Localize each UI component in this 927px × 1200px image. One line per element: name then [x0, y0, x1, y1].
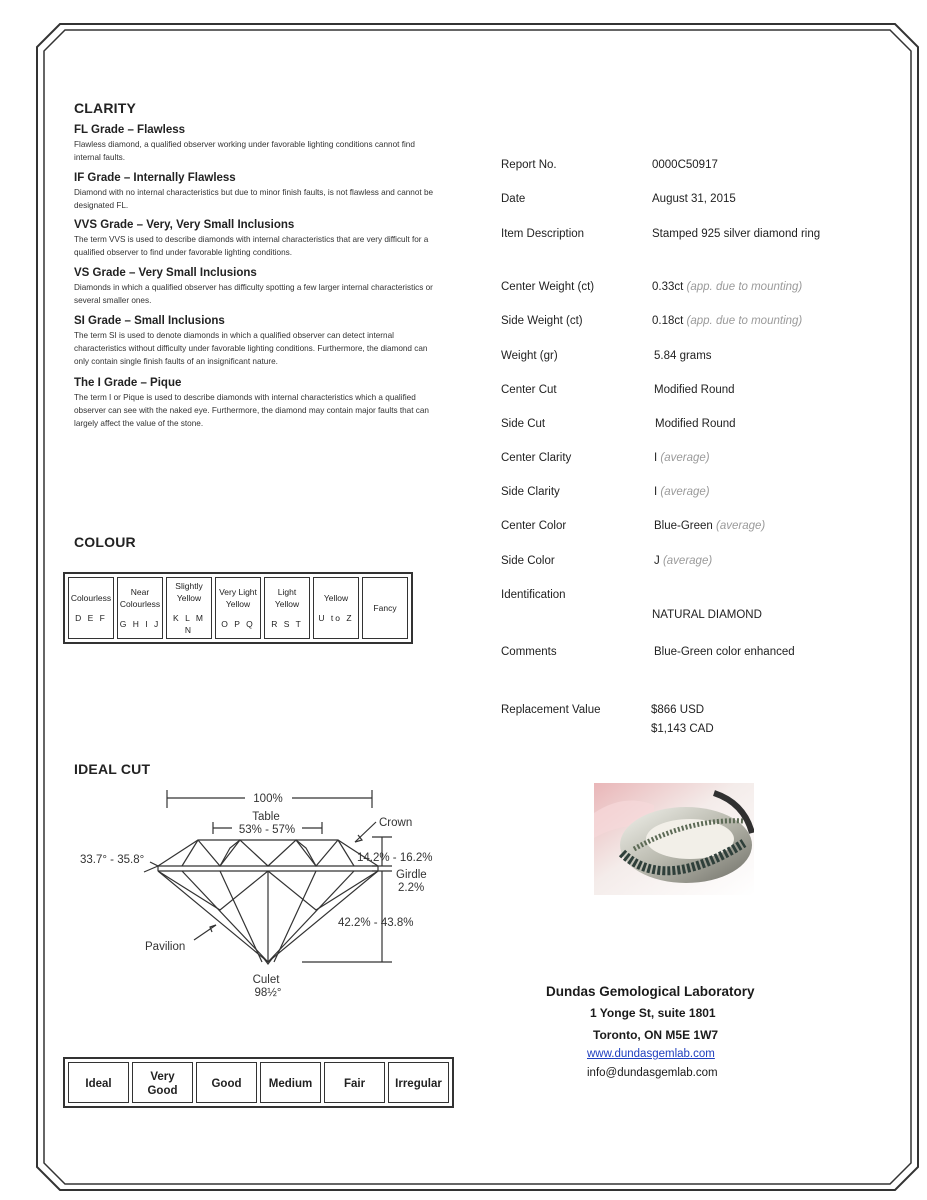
report-label: Replacement Value — [501, 704, 601, 716]
label-girdle-value: 2.2% — [398, 882, 425, 894]
colour-cell: Fancy — [362, 577, 408, 639]
report-label: Comments — [501, 646, 557, 658]
colour-cell: Near Colourless G H I J — [117, 577, 163, 639]
report-value: 0.18ct (app. due to mounting) — [652, 315, 803, 327]
grade-title: The I Grade – Pique — [74, 377, 182, 389]
grade-desc: Flawless diamond, a qualified observer working under favorable lighting conditions cannot find internal faults. — [74, 140, 415, 162]
report-label: Weight (gr) — [501, 350, 558, 362]
grade-title: SI Grade – Small Inclusions — [74, 315, 225, 327]
grade-i — [74, 377, 444, 430]
cut-grade-cell: Medium — [260, 1062, 321, 1103]
report-value: Modified Round — [654, 384, 735, 396]
report-note: (average) — [660, 486, 710, 498]
grade-desc: Diamond with no internal characteristics but due to minor finish faults, is not flawless and cannot be designated FL. — [74, 188, 434, 210]
lab-name: Dundas Gemological Laboratory — [546, 984, 755, 999]
report-value: August 31, 2015 — [652, 193, 736, 205]
diamond-diagram — [70, 780, 460, 1010]
report-label: Center Weight (ct) — [501, 281, 595, 293]
grade-desc: Diamonds in which a qualified observer has difficulty spotting a few larger internal characteristics or several smaller ones. — [74, 283, 433, 305]
colour-cell: Slightly Yellow K L M N — [166, 577, 212, 639]
cut-grade-cell: Irregular — [388, 1062, 449, 1103]
grade-desc: The term VVS is used to describe diamonds with internal characteristics that are very difficult for a qualified observer to find under favorable lighting conditions. — [74, 235, 429, 257]
grade-desc: The term SI is used to denote diamonds in which a qualified observer can detect internal characteristics without difficulty under favorable lighting conditions. Furthermore, the diamond can only contain single finish faults of an insignificant nature. — [74, 331, 428, 366]
colour-cell: Very Light Yellow O P Q — [215, 577, 261, 639]
label-total: 100% — [253, 793, 283, 805]
grade-vvs — [74, 219, 444, 267]
report-value-secondary: $1,143 CAD — [651, 723, 714, 735]
report-value: Blue-Green (average) — [654, 520, 766, 532]
grade-if — [74, 172, 444, 219]
report-value: Modified Round — [655, 418, 736, 430]
grade-title: VVS Grade – Very, Very Small Inclusions — [74, 219, 295, 231]
colour-cell: Colourless D E F — [68, 577, 114, 639]
cut-grade-cell: Very Good — [132, 1062, 193, 1103]
report-label: Identification — [501, 589, 566, 601]
grade-title: IF Grade – Internally Flawless — [74, 172, 236, 184]
report-note: (average) — [716, 520, 766, 532]
report-label: Center Cut — [501, 384, 557, 396]
report-value: 0.33ct (app. due to mounting) — [652, 281, 803, 293]
grade-title: VS Grade – Very Small Inclusions — [74, 267, 257, 279]
lab-address-line2: Toronto, ON M5E 1W7 — [593, 1028, 719, 1042]
report-note: (app. due to mounting) — [686, 315, 803, 327]
lab-website-link[interactable]: www.dundasgemlab.com — [587, 1048, 715, 1060]
clarity-title: CLARITY — [74, 100, 137, 116]
label-girdle: Girdle — [396, 869, 427, 881]
label-pavilion: Pavilion — [145, 941, 186, 953]
report-value: Stamped 925 silver diamond ring — [652, 228, 821, 240]
report-label: Report No. — [501, 159, 557, 171]
report-value: $866 USD — [651, 704, 705, 716]
label-table: Table — [252, 811, 280, 823]
colour-title: COLOUR — [74, 534, 136, 550]
label-table-range: 53% - 57% — [238, 824, 296, 836]
report-value: I (average) — [654, 452, 710, 464]
label-culet-value: 98½° — [254, 987, 282, 999]
cut-grade-cell: Fair — [324, 1062, 385, 1103]
report-label: Center Clarity — [501, 452, 572, 464]
report-value: J (average) — [654, 555, 713, 567]
cut-grade-cell: Ideal — [68, 1062, 129, 1103]
report-label: Side Color — [501, 555, 555, 567]
report-value: I (average) — [654, 486, 710, 498]
cut-grade-table — [63, 1057, 454, 1108]
report-note: (average) — [662, 555, 713, 567]
label-culet: Culet — [252, 974, 280, 986]
clarity-grades — [74, 124, 444, 430]
report-value: 5.84 grams — [654, 350, 712, 362]
label-crown-height: 14.2% - 16.2% — [357, 852, 433, 864]
report-label: Side Cut — [501, 418, 546, 430]
report-value: NATURAL DIAMOND — [652, 609, 762, 621]
report-note: (app. due to mounting) — [686, 281, 803, 293]
report-value: 0000C50917 — [652, 159, 718, 171]
ring-photo — [594, 783, 754, 895]
report-label: Center Color — [501, 520, 567, 532]
cut-grade-cell: Good — [196, 1062, 257, 1103]
label-crown: Crown — [379, 817, 413, 829]
label-pavilion-depth: 42.2% - 43.8% — [338, 917, 414, 929]
colour-scale-table — [63, 572, 413, 644]
grade-title: FL Grade – Flawless — [74, 124, 186, 136]
grade-desc: The term I or Pique is used to describe diamonds with internal characteristics which a qualified observer can see with the naked eye. Furthermore, the diamond may contain major faults that can largely affect the value of the stone. — [74, 393, 429, 428]
report-note: (average) — [660, 452, 710, 464]
colour-cell: Light Yellow R S T — [264, 577, 310, 639]
report-label: Side Clarity — [501, 486, 560, 498]
lab-email: info@dundasgemlab.com — [587, 1067, 718, 1079]
report-value: Blue-Green color enhanced — [654, 646, 795, 658]
colour-cell: Yellow U to Z — [313, 577, 359, 639]
report-label: Date — [501, 193, 526, 205]
grade-si — [74, 315, 444, 377]
grade-vs — [74, 267, 444, 315]
ideal-cut-title: IDEAL CUT — [74, 761, 151, 777]
report-label: Item Description — [501, 228, 585, 240]
report-label: Side Weight (ct) — [501, 315, 583, 327]
lab-address-line1: 1 Yonge St, suite 1801 — [590, 1006, 716, 1020]
label-crown-angle: 33.7° - 35.8° — [80, 854, 145, 866]
grade-fl — [74, 124, 444, 172]
